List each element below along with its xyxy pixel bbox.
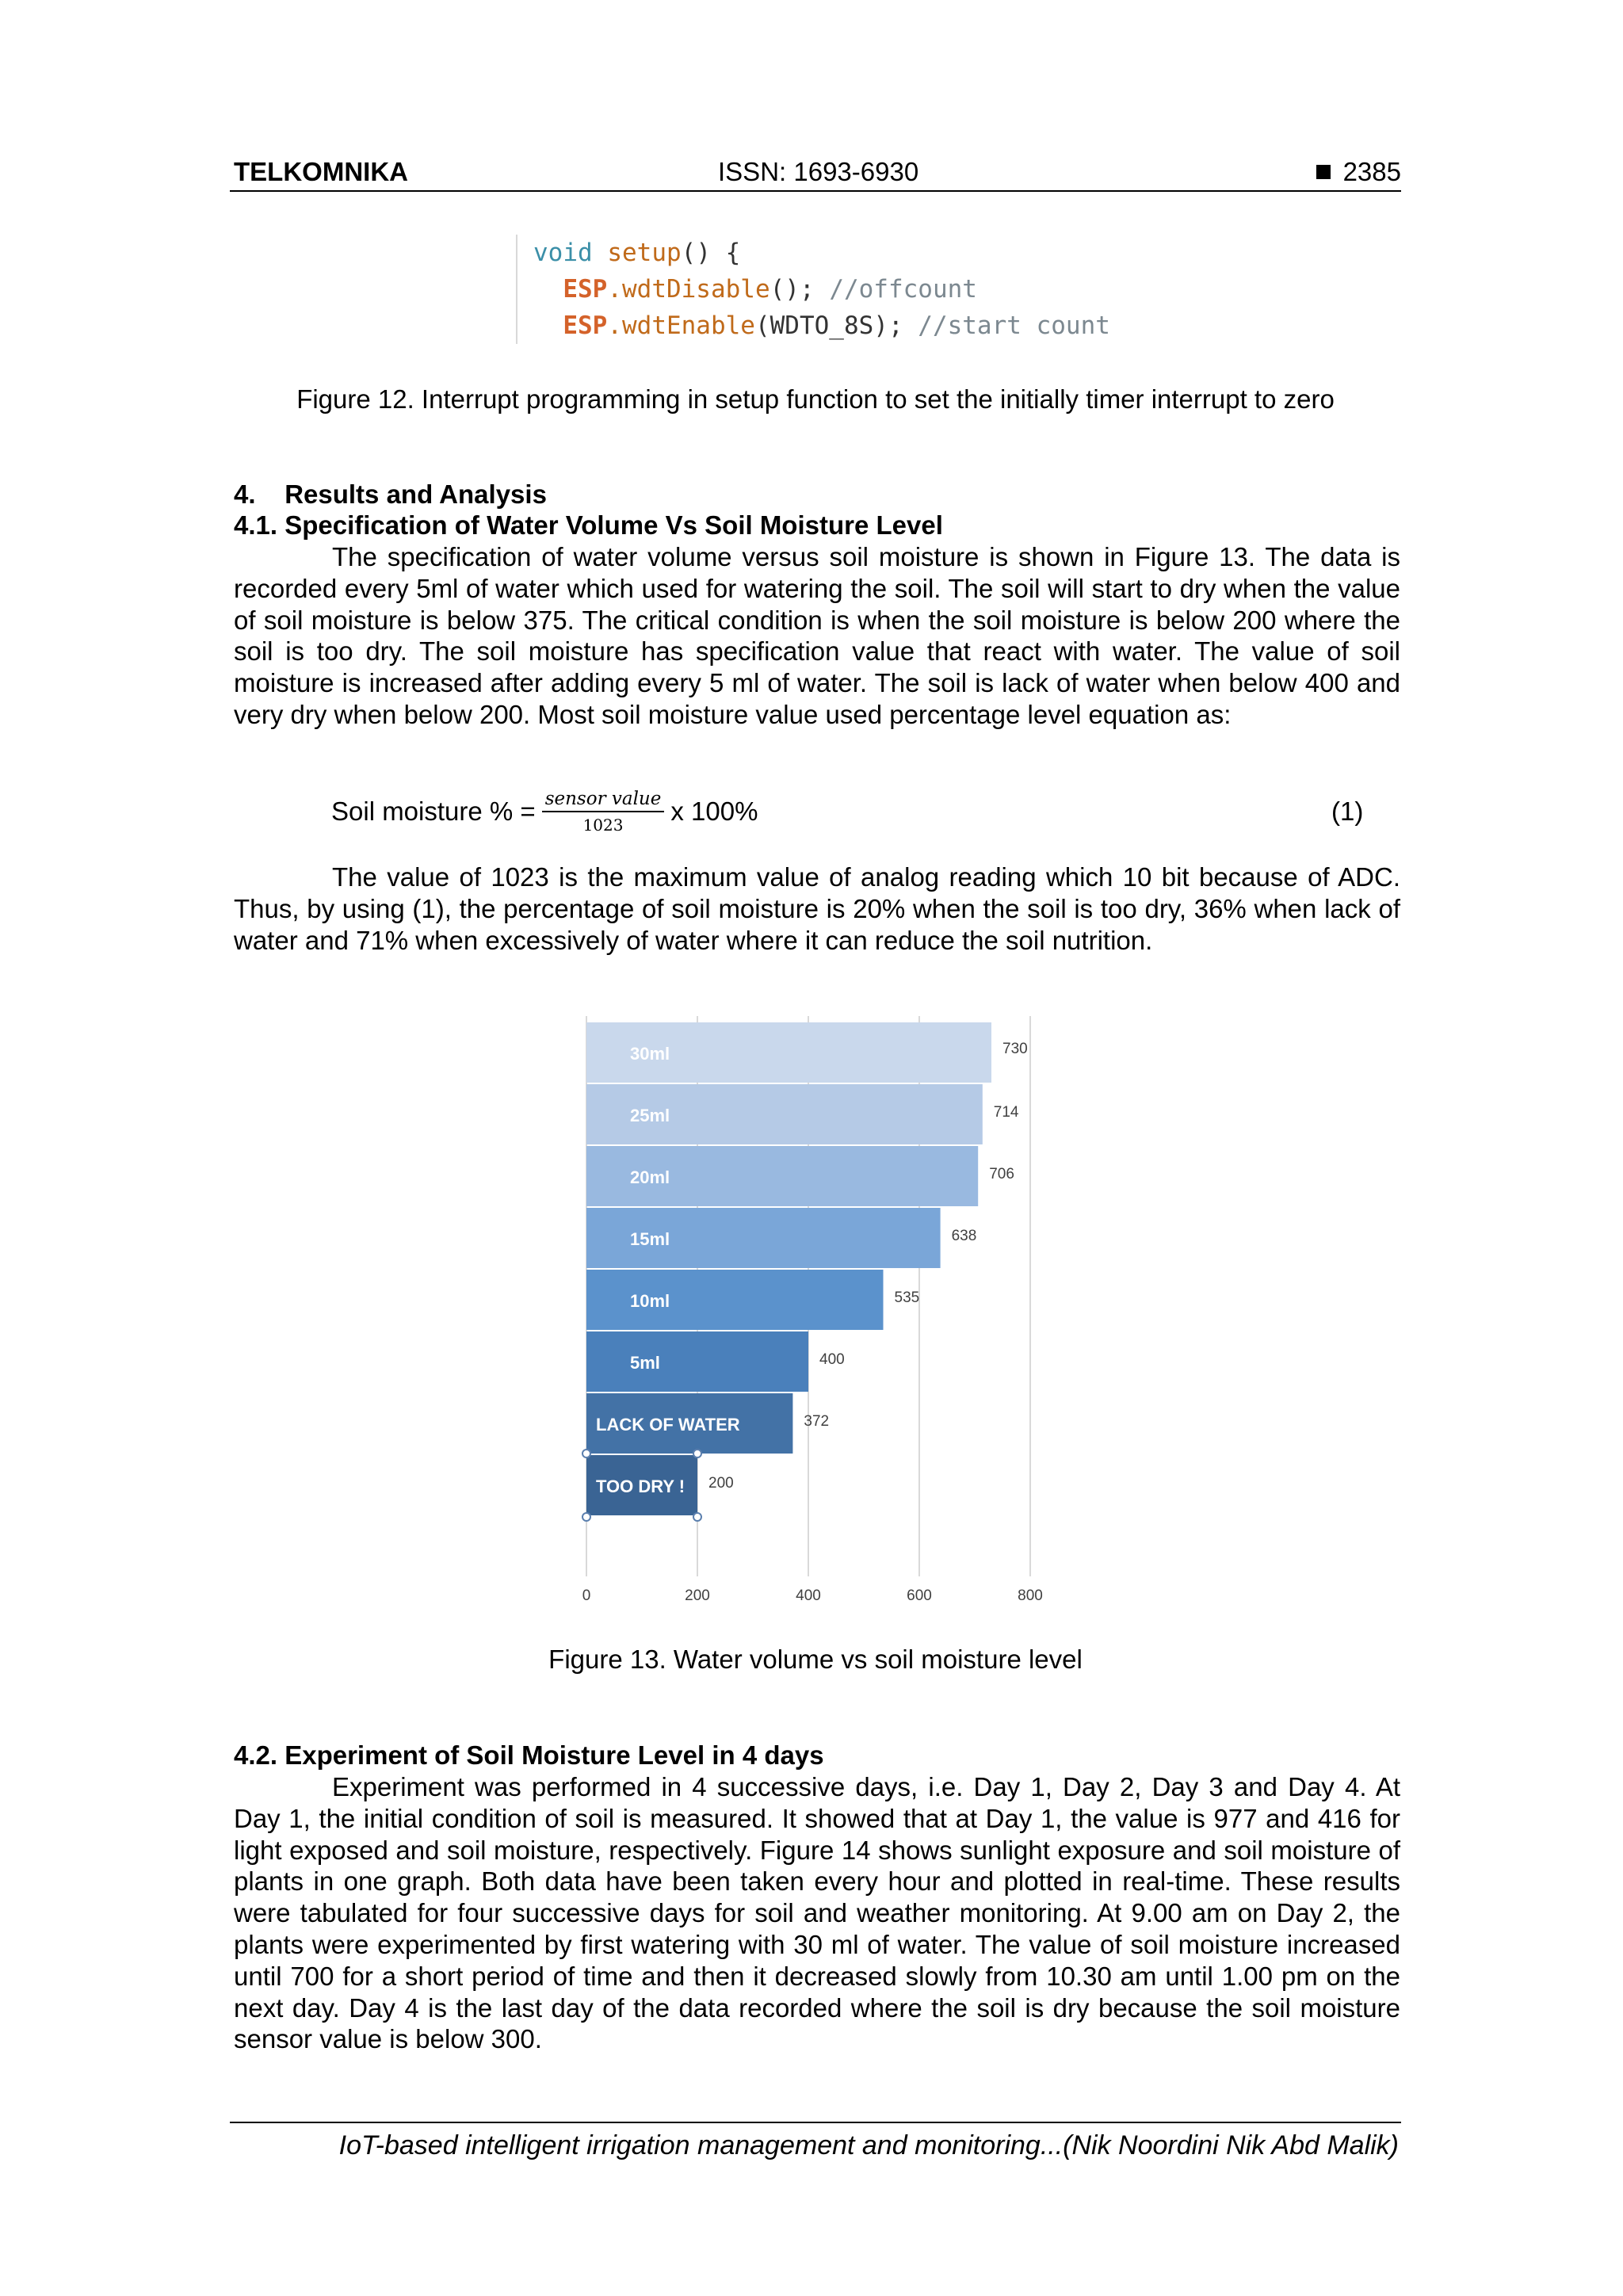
paragraph-4-1-b xyxy=(234,861,1400,956)
paragraph-text: The specification of water volume versus soil moisture is shown in Figure 13. The data is recorded every 5ml of water which used for watering the soil. The soil will start to dry when the value of soil moisture is below 375. The critical condition is when the soil moisture is below 200 where the soil is too dry. The soil moisture has specification value that react with water. The value of soil moisture is increased after adding every 5 ml of water. The soil is lack of water when below 400 and very dry when below 200. Most soil moisture value used percentage level equation as: xyxy=(234,542,1400,729)
paragraph-text: Experiment was performed in 4 successive days, i.e. Day 1, Day 2, Day 3 and Day 4. At Day 1, the initial condition of soil is measured. It showed that at Day 1, the value is 977 and 416 for light exposed and soil moisture, respectively. Figure 14 shows sunlight exposure and soil moisture of plants in one graph. Both data have been taken every hour and plotted in real-time. These results were tabulated for four successive days for soil and weather monitoring. At 9.00 am on Day 2, the plants were experimented by first watering with 30 ml of water. The value of soil moisture increased until 700 for a short period of time and then it decreased slowly from 10.30 am until 1.00 pm on the next day. Day 4 is the last day of the data recorded where the soil is dry because the soil moisture sensor value is below 300. xyxy=(234,1772,1400,2054)
page-number-block xyxy=(1316,157,1401,187)
equation-fraction xyxy=(542,789,665,835)
journal-name: TELKOMNIKA xyxy=(234,157,408,186)
subsection-heading-4-1: 4.1. Specification of Water Volume Vs Soil Moisture Level xyxy=(234,510,943,540)
paragraph-text: The value of 1023 is the maximum value of analog reading which 10 bit because of ADC. Thus, by using (1), the percentage of soil moisture is 20% when the soil is too dry, 36% when lack of water and 71% when excessively of water where it can reduce the soil nutrition. xyxy=(234,862,1400,955)
bar-category-label: 15ml xyxy=(630,1229,670,1249)
bar-category-label: 25ml xyxy=(630,1106,670,1125)
selection-handle xyxy=(582,1450,590,1457)
code-line-1: void setup() { xyxy=(533,239,741,267)
bar-value-label: 730 xyxy=(1002,1041,1028,1057)
bar-value-label: 638 xyxy=(951,1228,977,1244)
bar-category-label: 5ml xyxy=(630,1353,660,1373)
selection-handle xyxy=(693,1513,701,1521)
bar-category-label: 10ml xyxy=(630,1291,670,1311)
bar-value-label: 714 xyxy=(993,1104,1019,1121)
issn: ISSN: 1693-6930 xyxy=(718,157,919,186)
figure-13-caption: Figure 13. Water volume vs soil moisture level xyxy=(548,1645,1083,1674)
section-heading: 4. Results and Analysis xyxy=(234,479,547,509)
x-tick-label: 0 xyxy=(582,1587,591,1604)
x-tick-label: 200 xyxy=(685,1587,710,1604)
subsection-heading-4-2: 4.2. Experiment of Soil Moisture Level in 4 days xyxy=(234,1740,824,1770)
selection-handle xyxy=(582,1513,590,1521)
bar-category-label: LACK OF WATER xyxy=(596,1415,740,1435)
equation-denominator: 1023 xyxy=(582,816,624,835)
soil-moisture-bar-chart xyxy=(555,1007,1070,1617)
bar-value-label: 400 xyxy=(819,1351,845,1368)
equation-number: (1) xyxy=(1331,797,1364,826)
equation-1 xyxy=(331,789,758,835)
code-snippet xyxy=(516,235,1110,344)
equation-numerator: sensor value xyxy=(542,789,665,812)
bar-category-label: TOO DRY ! xyxy=(596,1477,685,1496)
bar-value-label: 200 xyxy=(708,1475,734,1492)
code-line-3: ESP.wdtEnable(WDTO_8S); //start count xyxy=(563,311,1110,340)
bar-value-label: 535 xyxy=(894,1289,920,1306)
header-rule xyxy=(230,190,1401,192)
footer-rule xyxy=(230,2122,1401,2123)
x-tick-label: 600 xyxy=(907,1587,932,1604)
bar-category-label: 20ml xyxy=(630,1167,670,1187)
figure-12-caption: Figure 12. Interrupt programming in setup function to set the initially timer interrupt to zero xyxy=(296,384,1335,414)
paragraph-4-1 xyxy=(234,541,1400,731)
paragraph-4-2 xyxy=(234,1771,1400,2055)
bar-value-label: 706 xyxy=(989,1166,1014,1182)
code-line-2: ESP.wdtDisable(); //offcount xyxy=(563,275,977,304)
chart-x-ticks xyxy=(582,1587,1043,1604)
x-tick-label: 800 xyxy=(1018,1587,1043,1604)
square-bullet-icon xyxy=(1316,165,1331,179)
page-number: 2385 xyxy=(1342,157,1401,186)
running-footer: IoT-based intelligent irrigation management and monitoring...(Nik Noordini Nik Abd Malik) xyxy=(338,2130,1399,2160)
equation-lhs: Soil moisture % = xyxy=(331,797,536,826)
equation-rhs: x 100% xyxy=(670,797,758,826)
chart-bars xyxy=(586,1022,1028,1515)
bar-value-label: 372 xyxy=(804,1413,830,1430)
x-tick-label: 400 xyxy=(796,1587,821,1604)
bar xyxy=(586,1331,808,1392)
selection-handle xyxy=(693,1450,701,1457)
bar-category-label: 30ml xyxy=(630,1044,670,1064)
